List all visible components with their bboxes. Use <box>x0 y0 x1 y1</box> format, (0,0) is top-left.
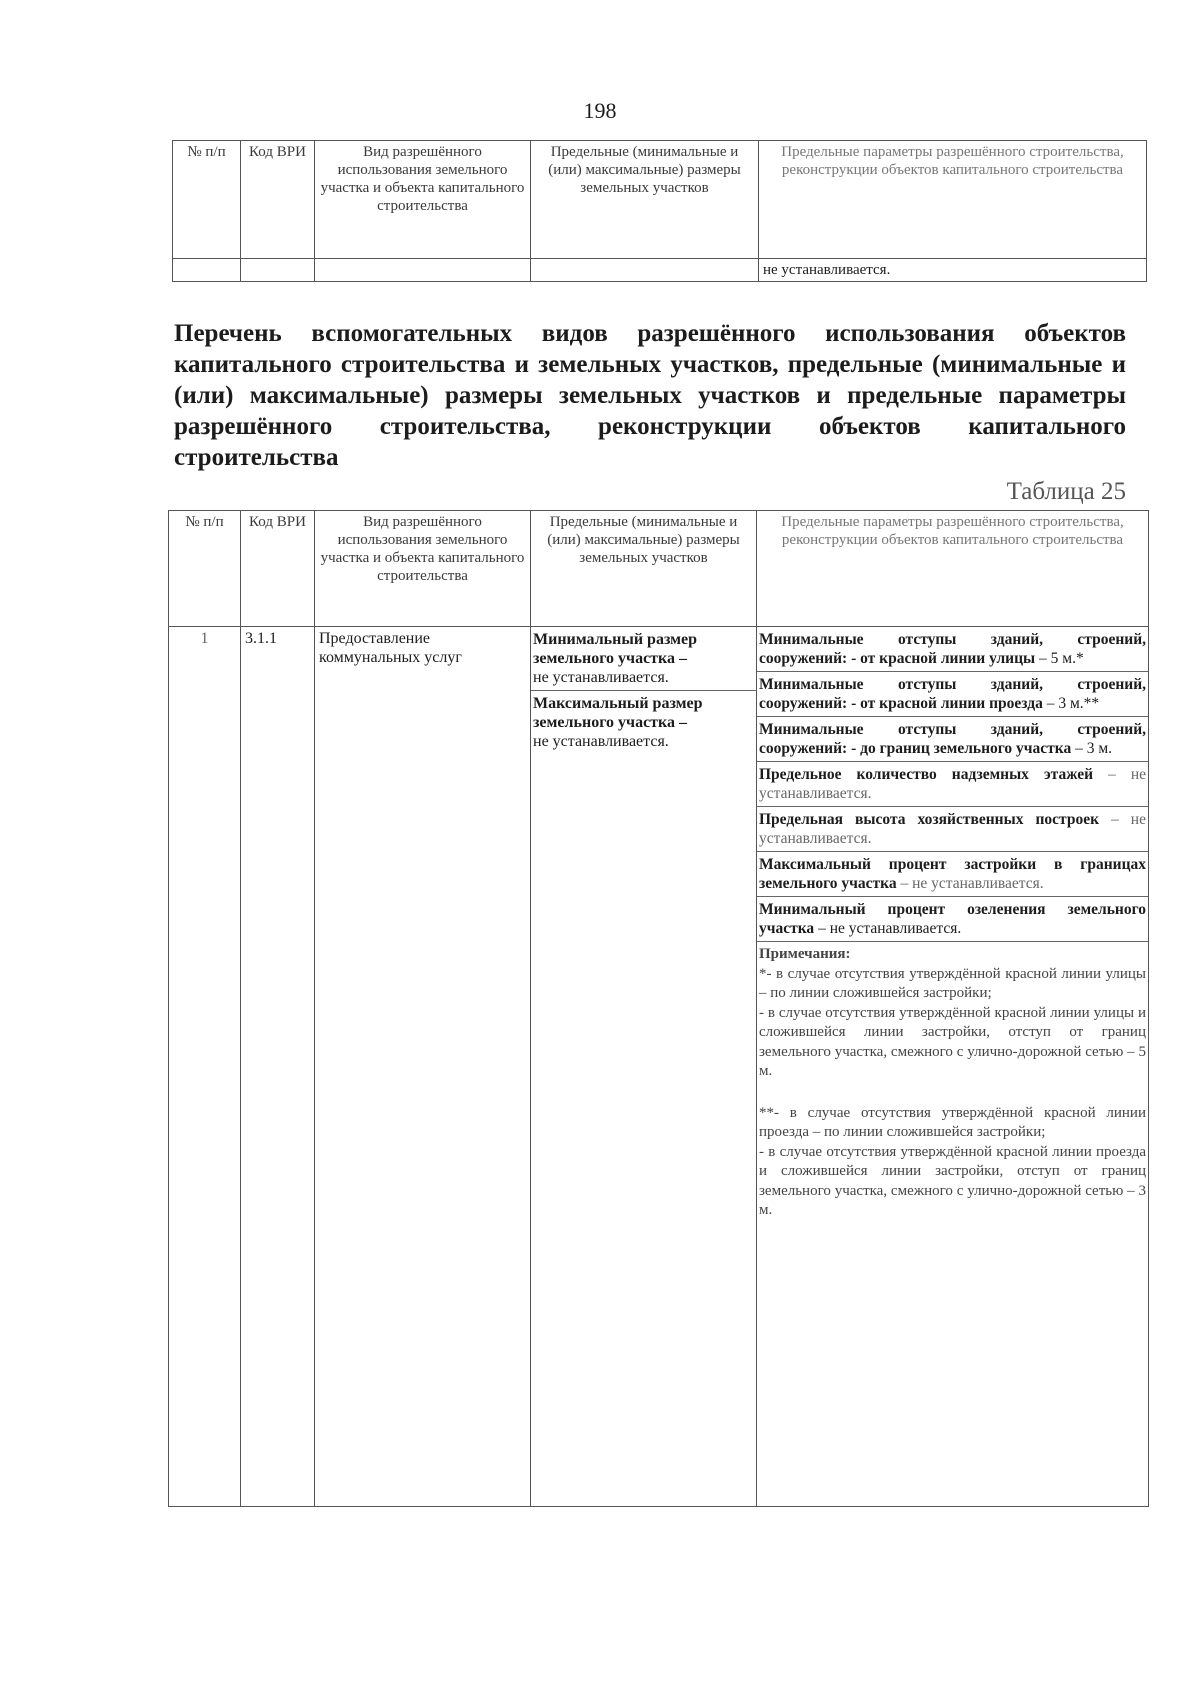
table-row <box>173 259 1147 282</box>
plot-size-cell <box>531 627 757 1507</box>
params-cell <box>757 627 1149 1507</box>
notes-title: Примечания: <box>759 946 851 962</box>
header-code: Код ВРИ <box>241 141 315 259</box>
row-number: 1 <box>169 627 241 1507</box>
header-plot-size: Предельные (минимальные и (или) максимальные) размеры земельных участков <box>531 141 759 259</box>
row-use-type: Предоставление коммунальных услуг <box>315 627 531 1507</box>
note-item: - в случае отсутствия утверждённой красной линии улицы и сложившейся линии застройки, отступ от границ земельного участка, смежного с улично-дорожной сетью – 5 м. <box>759 1004 1146 1079</box>
header-no: № п/п <box>169 511 241 627</box>
table-row <box>169 627 1149 1507</box>
min-size-value: не устанавливается. <box>533 669 669 686</box>
max-size-label: Максимальный размер земельного участка – <box>533 695 703 731</box>
param-outbuilding-height: Предельная высота хозяйственных построек – не устанавливается. <box>757 807 1148 852</box>
max-plot-size <box>531 691 756 754</box>
note-item: - в случае отсутствия утверждённой красной линии проезда и сложившейся линии застройки, отступ от границ земельного участка, смежного с улично-дорожной сетью – 3 м. <box>759 1143 1146 1218</box>
notes <box>757 942 1148 1224</box>
min-plot-size <box>531 627 756 691</box>
header-params: Предельные параметры разрешённого строительства, реконструкции объектов капитального строительства <box>759 141 1147 259</box>
param-setback-boundary: Минимальные отступы зданий, строений, сооружений: - до границ земельного участка – 3 м. <box>757 717 1148 762</box>
header-code: Код ВРИ <box>241 511 315 627</box>
main-table <box>168 510 1149 1507</box>
max-size-value: не устанавливается. <box>533 733 669 750</box>
header-use-type: Вид разрешённого использования земельного участка и объекта капитального строительства <box>315 141 531 259</box>
header-use-type: Вид разрешённого использования земельного участка и объекта капитального строительства <box>315 511 531 627</box>
section-heading: Перечень вспомогательных видов разрешённого использования объектов капитального строительства и земельных участков, предельные (минимальные и (или) максимальные) размеры земельных участков и предельные параметры разрешённого строительства, реконструкции объектов капитального строительства <box>174 320 1126 471</box>
table-header-row <box>173 141 1147 259</box>
note-item: **- в случае отсутствия утверждённой красной линии проезда – по линии сложившейся застройки; <box>759 1104 1146 1140</box>
table-label: Таблица 25 <box>1006 478 1126 505</box>
min-size-label: Минимальный размер земельного участка – <box>533 631 698 667</box>
note-item: *- в случае отсутствия утверждённой красной линии улицы – по линии сложившейся застройки; <box>759 965 1146 1001</box>
param-floors: Предельное количество надземных этажей – не устанавливается. <box>757 762 1148 807</box>
continued-text: не устанавливается. <box>759 259 1147 282</box>
param-max-coverage: Максимальный процент застройки в границах земельного участка – не устанавливается. <box>757 852 1148 897</box>
header-no: № п/п <box>173 141 241 259</box>
row-code: 3.1.1 <box>241 627 315 1507</box>
param-setback-street: Минимальные отступы зданий, строений, сооружений: - от красной линии улицы – 5 м.* <box>757 627 1148 672</box>
header-params: Предельные параметры разрешённого строительства, реконструкции объектов капитального строительства <box>757 511 1149 627</box>
table-header-row <box>169 511 1149 627</box>
header-plot-size: Предельные (минимальные и (или) максимальные) размеры земельных участков <box>531 511 757 627</box>
param-setback-driveway: Минимальные отступы зданий, строений, сооружений: - от красной линии проезда – 3 м.** <box>757 672 1148 717</box>
continued-table <box>172 140 1147 282</box>
page-number: 198 <box>583 98 617 123</box>
param-min-greening: Минимальный процент озеленения земельного участка – не устанавливается. <box>757 897 1148 942</box>
